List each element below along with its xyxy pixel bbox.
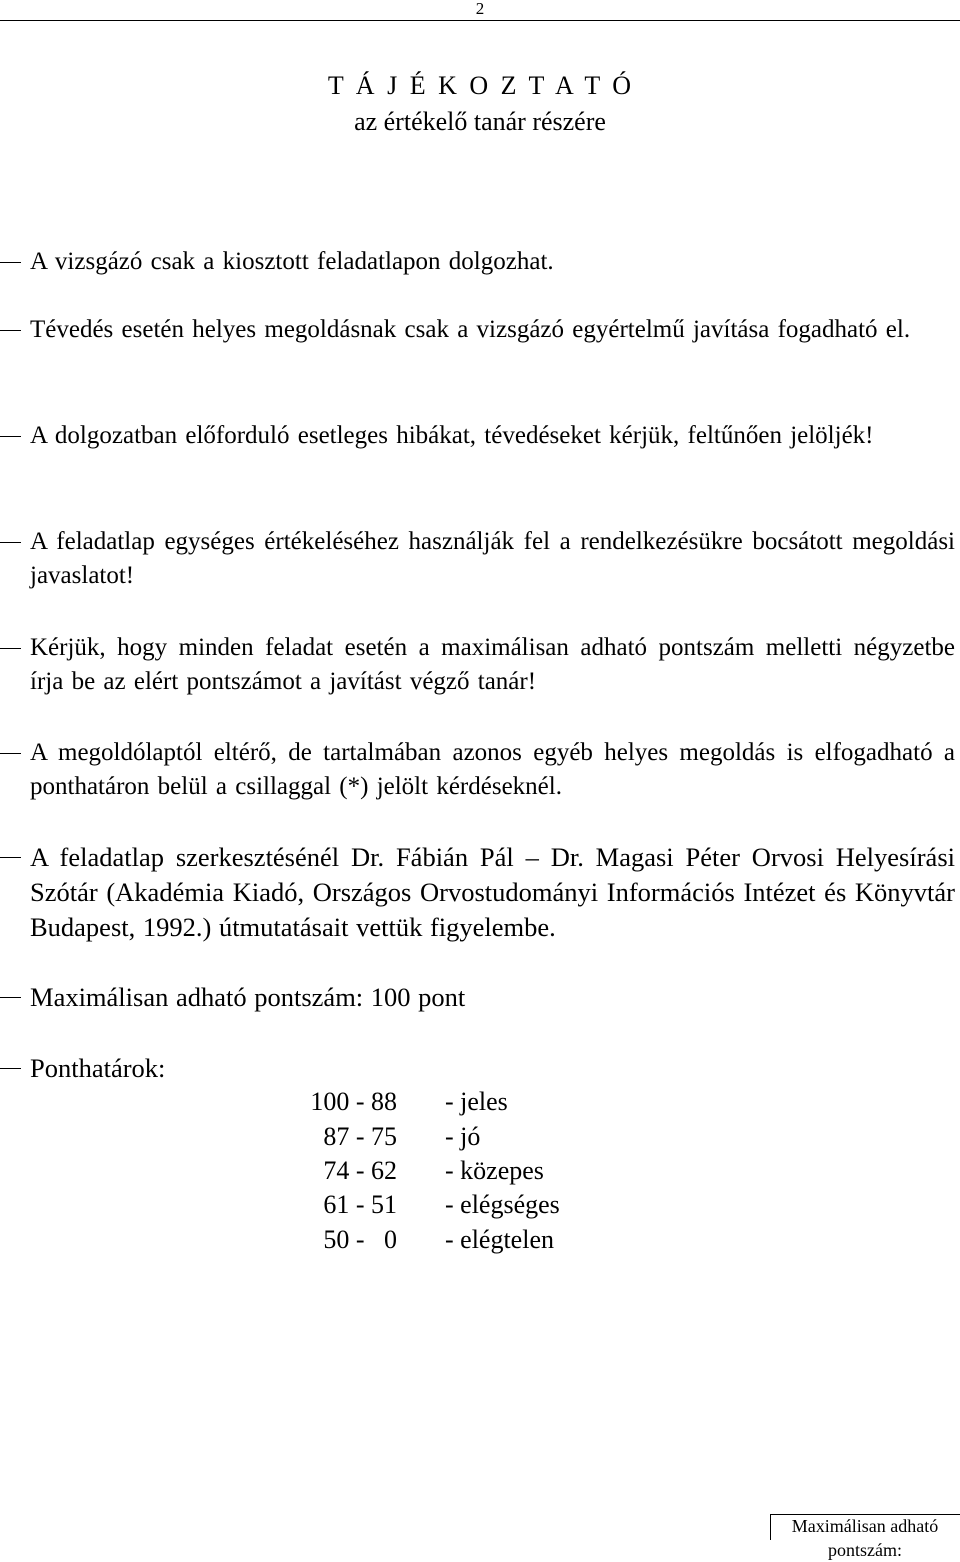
header-rule: [0, 20, 960, 21]
document-title: T Á J É K O Z T A T Ó: [327, 71, 633, 100]
dash-bullet: [0, 436, 21, 437]
list-item-text: A megoldólaptól eltérő, de tartalmában azonos egyéb helyes megoldás is elfogadható a ponthatáron belül a csillaggal (*) jelölt kérdéseknél.: [30, 739, 955, 800]
list-item-text: A vizsgázó csak a kiosztott feladatlapon dolgozhat.: [30, 248, 554, 275]
document-subtitle: az értékelő tanár részére: [354, 107, 606, 136]
list-item: [0, 245, 955, 279]
list-item-text: A dolgozatban előforduló esetleges hibákat, tévedéseket kérjük, feltűnően jelöljék!: [30, 422, 874, 449]
grade-label: - elégséges: [445, 1190, 560, 1220]
dash-bullet: [0, 648, 21, 649]
table-row: [282, 1119, 560, 1153]
table-row: [282, 1154, 560, 1188]
list-item: [0, 840, 955, 945]
dash-bullet: [0, 330, 21, 331]
page-number: 2: [475, 0, 485, 18]
grade-range: 61 - 51: [323, 1190, 397, 1220]
dash-bullet: [0, 542, 21, 543]
table-row: [282, 1223, 560, 1257]
list-item: [0, 631, 955, 699]
grade-table: [282, 1085, 560, 1257]
grade-label: - közepes: [445, 1155, 544, 1185]
list-item-text: Maximálisan adható pontszám: 100 pont: [30, 982, 466, 1012]
table-row: [282, 1188, 560, 1222]
list-item: [0, 313, 955, 347]
list-item-text: A feladatlap szerkesztésénél Dr. Fábián Pál – Dr. Magasi Péter Orvosi Helyesírási Szótár (Akadémia Kiadó, Országos Orvostudományi Információs Intézet és Könyvtár Budapest, 1992.) útmutatásait vettük figyelembe.: [30, 842, 955, 942]
dash-bullet: [0, 262, 21, 263]
list-item-text: Ponthatárok:: [30, 1053, 166, 1083]
list-item-text: Kérjük, hogy minden feladat esetén a maximálisan adható pontszám melletti négyzetbe írja be az elért pontszámot a javítást végző tanár!: [30, 634, 955, 695]
grade-label: - jeles: [445, 1087, 508, 1117]
grade-range: 50 - 0: [323, 1224, 397, 1254]
grade-range: 74 - 62: [323, 1155, 397, 1185]
list-item-text: A feladatlap egységes értékeléséhez használják fel a rendelkezésükre bocsátott megoldási javaslatot!: [30, 528, 955, 589]
list-item: [0, 1051, 955, 1086]
dash-bullet: [0, 857, 21, 858]
grade-range: 87 - 75: [323, 1121, 397, 1151]
list-item-text: Tévedés esetén helyes megoldásnak csak a vizsgázó egyértelmű javítása fogadható el.: [30, 316, 911, 343]
grade-label: - jó: [445, 1121, 481, 1151]
grade-label: - elégtelen: [445, 1224, 554, 1254]
dash-bullet: [0, 1068, 21, 1069]
dash-bullet: [0, 753, 21, 754]
list-item: [0, 525, 955, 593]
footer-score-label: Maximálisan adható pontszám:: [791, 1516, 939, 1560]
grade-range: 100 - 88: [310, 1087, 397, 1117]
list-item: [0, 736, 955, 804]
dash-bullet: [0, 997, 21, 998]
list-item: [0, 980, 955, 1015]
table-row: [282, 1085, 560, 1119]
list-item: [0, 419, 955, 453]
